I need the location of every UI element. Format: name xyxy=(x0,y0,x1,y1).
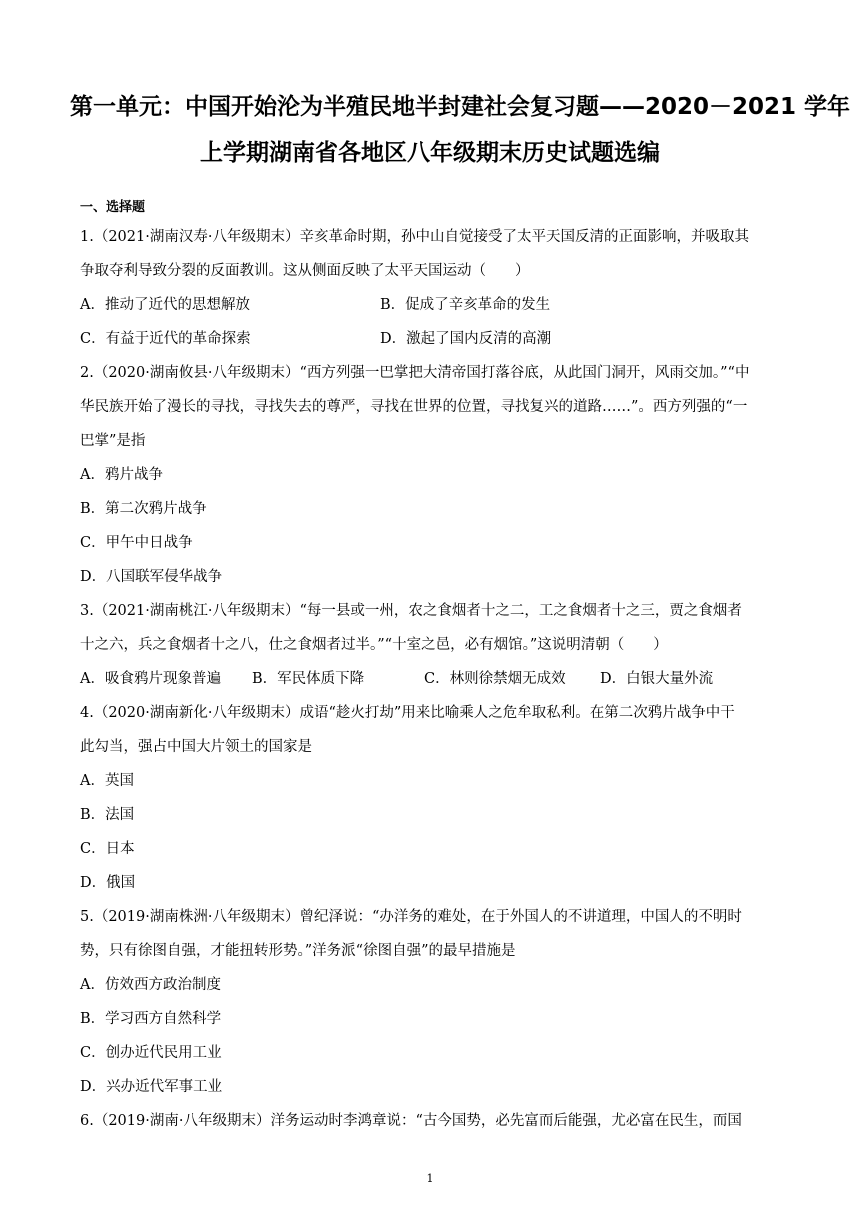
option-row xyxy=(80,662,780,696)
title-line-1: 第一单元：中国开始沦为半殖民地半封建社会复习题——2020－2021 学年 xyxy=(70,94,851,120)
question-3 xyxy=(80,594,780,696)
option-c[interactable]: C．甲午中日战争 xyxy=(80,535,193,551)
option-b[interactable]: B．军民体质下降 xyxy=(252,671,365,687)
option-a[interactable]: A．仿效西方政治制度 xyxy=(80,977,221,993)
question-6 xyxy=(80,1104,780,1138)
option-d[interactable]: D．激起了国内反清的高潮 xyxy=(380,331,552,347)
question-stem-line: 势，只有徐图自强，才能扭转形势。”洋务派“徐图自强”的最早措施是 xyxy=(80,943,516,959)
question-stem-line: 5.（2019·湖南株洲·八年级期末）曾纪泽说：“办洋务的难处，在于外国人的不讲道理，中国人的不明时 xyxy=(80,909,742,925)
option-d[interactable]: D．俄国 xyxy=(80,875,136,891)
question-list xyxy=(80,220,780,1138)
question-stem-line: 6.（2019·湖南·八年级期末）洋务运动时李鸿章说：“古今国势，必先富而后能强，尤必富在民生，而国 xyxy=(80,1113,742,1129)
question-stem-line: 此勾当，强占中国大片领土的国家是 xyxy=(80,739,312,755)
title-line-2: 上学期湖南省各地区八年级期末历史试题选编 xyxy=(200,140,660,166)
option-row xyxy=(80,288,780,322)
question-2 xyxy=(80,356,780,594)
option-c[interactable]: C．林则徐禁烟无成效 xyxy=(424,671,566,687)
section-heading: 一、选择题 xyxy=(80,200,146,215)
option-d[interactable]: D．八国联军侵华战争 xyxy=(80,569,223,585)
question-stem-line: 十之六，兵之食烟者十之八，仕之食烟者过半。”“十室之邑，必有烟馆。”这说明清朝（ ） xyxy=(80,637,668,653)
option-c[interactable]: C．有益于近代的革命探索 xyxy=(80,331,251,347)
question-stem-line: 争取夺利导致分裂的反面教训。这从侧面反映了太平天国运动（ ） xyxy=(80,263,530,279)
option-b[interactable]: B．促成了辛亥革命的发生 xyxy=(380,297,551,313)
question-stem-line: 2.（2020·湖南攸县·八年级期末）“西方列强一巴掌把大清帝国打落谷底，从此国门洞开，风雨交加。”“中 xyxy=(80,365,750,381)
option-a[interactable]: A．吸食鸦片现象普遍 xyxy=(80,671,221,687)
option-c[interactable]: C．创办近代民用工业 xyxy=(80,1045,222,1061)
option-d[interactable]: D．白银大量外流 xyxy=(600,671,714,687)
option-b[interactable]: B．学习西方自然科学 xyxy=(80,1011,222,1027)
question-stem-line: 3.（2021·湖南桃江·八年级期末）“每一县或一州，农之食烟者十之二，工之食烟者十之三，贾之食烟者 xyxy=(80,603,742,619)
option-d[interactable]: D．兴办近代军事工业 xyxy=(80,1079,223,1095)
option-a[interactable]: A．鸦片战争 xyxy=(80,467,163,483)
option-b[interactable]: B．第二次鸦片战争 xyxy=(80,501,207,517)
option-c[interactable]: C．日本 xyxy=(80,841,135,857)
question-stem-line: 1.（2021·湖南汉寿·八年级期末）辛亥革命时期，孙中山自觉接受了太平天国反清的正面影响，并吸取其 xyxy=(80,229,749,245)
document-title xyxy=(70,84,851,176)
option-row xyxy=(80,322,780,356)
page-number: 1 xyxy=(426,1172,434,1185)
option-b[interactable]: B．法国 xyxy=(80,807,135,823)
question-1 xyxy=(80,220,780,356)
question-stem-line: 华民族开始了漫长的寻找，寻找失去的尊严，寻找在世界的位置，寻找复兴的道路……”。西方列强的“一 xyxy=(80,399,748,415)
question-stem-line: 4.（2020·湖南新化·八年级期末）成语“趁火打劫”用来比喻乘人之危牟取私利。在第二次鸦片战争中干 xyxy=(80,705,735,721)
question-4 xyxy=(80,696,780,900)
question-stem-line: 巴掌”是指 xyxy=(80,433,146,449)
option-a[interactable]: A．英国 xyxy=(80,773,134,789)
option-a[interactable]: A．推动了近代的思想解放 xyxy=(80,297,250,313)
question-5 xyxy=(80,900,780,1104)
